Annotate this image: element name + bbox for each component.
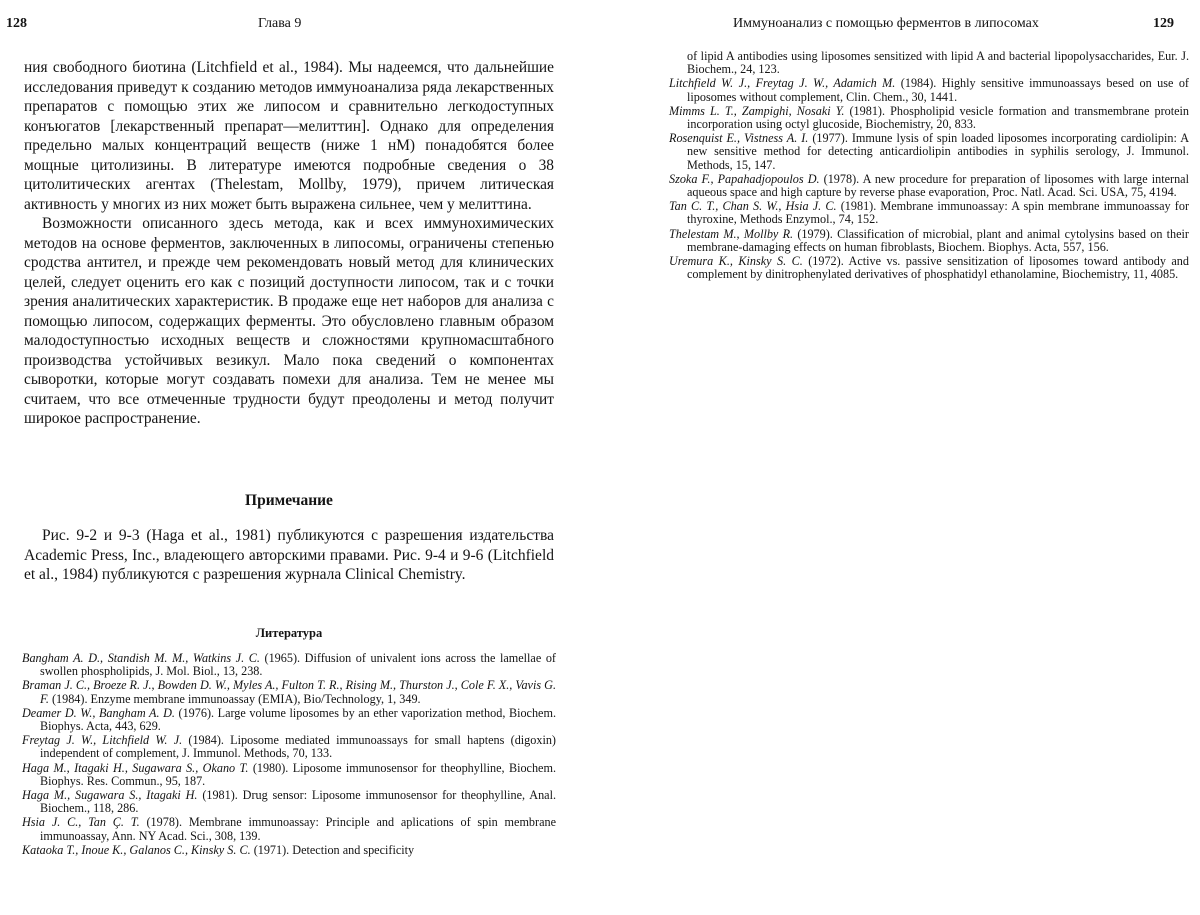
reference-entry: Deamer D. W., Bangham A. D. (1976). Large volume liposomes by an ether vaporization method, Biochem. Biophys. Acta, 443, 629. [22, 705, 556, 734]
note-body [24, 526, 554, 585]
left-page [0, 0, 580, 915]
reference-entry: Freytag J. W., Litchfield W. J. (1984). Liposome mediated immunoassays for small haptens (digoxin) independent of complement, J. Immunol. Methods, 70, 133. [22, 733, 556, 761]
literature-heading: Литература [255, 626, 323, 640]
reference-entry: Uremura K., Kinsky S. C. (1972). Active vs. passive sensitization of liposomes toward antibody and complement by dinitrophenylated derivatives of phosphatidyl ethanolamine, Biochemistry, 11, 4085. [669, 254, 1189, 282]
reference-entry: Thelestam M., Mollby R. (1979). Classification of microbial, plant and animal cytolysins based on their membrane-damaging effects on human fibroblasts, Biochem. Biophys. Acta, 557, 156. [669, 226, 1189, 254]
right-page [605, 0, 1200, 915]
reference-entry: Bangham A. D., Standish M. M., Watkins J. C. (1965). Diffusion of univalent ions across the lamellae of swollen phospholipids, J. Mol. Biol., 13, 238. [22, 651, 556, 679]
reference-entry: Haga M., Sugawara S., Itagaki H. (1981). Drug sensor: Liposome immunosensor for theophylline, Anal. Biochem., 118, 286. [22, 788, 557, 816]
body-text [24, 58, 554, 429]
reference-entry: Kataoka T., Inoue K., Galanos C., Kinsky S. C. (1971). Detection and specificity [22, 842, 415, 857]
references-list-left [22, 652, 556, 858]
running-head-left: Глава 9 [258, 16, 302, 31]
note-heading: Примечание [245, 492, 333, 509]
page-number-left: 128 [6, 16, 27, 31]
reference-continuation: of lipid A antibodies using liposomes sensitized with lipid A and bacterial lipopolysaccharides, Eur. J. Biochem., 24, 123. [687, 49, 1189, 77]
references-list-right [669, 50, 1189, 282]
reference-entry: Hsia J. C., Tan Ç. T. (1978). Membrane immunoassay: Principle and aplications of spin membrane immunoassay, Ann. NY Acad. Sci., 308, 139. [22, 815, 556, 843]
note-text: Рис. 9-2 и 9-3 (Haga et al., 1981) публикуются с разрешения издательства Academic Press, Inc., владеющего авторскими правами. Рис. 9-4 и 9-6 (Litchfield et al., 1984) публикуются с разрешения журнала Clinical Chemistry. [24, 527, 554, 583]
reference-entry: Haga M., Itagaki H., Sugawara S., Okano T. (1980). Liposome immunosensor for theophylline, Biochem. Biophys. Res. Commun., 95, 187. [22, 760, 556, 788]
paragraph-1: ния свободного биотина (Litchfield et al., 1984). Мы надеемся, что дальнейшие исследования приведут к созданию методов иммуноанализа ряда лекарственных препаратов с помощью этих же липосом и сравнительно легкодоступных конъюгатов [лекарственный препарат—мелиттин]. Однако для определения предельно малых концентраций веществ (ниже 1 нМ) понадобятся более мощные цитолизины. В литературе имеются подробные сведения о 38 цитолитических агентах (Thelestam, Mollby, 1979), причем литическая активность у многих из них может быть выражена сильнее, чем у мелиттина. [24, 59, 554, 213]
reference-entry: Rosenquist E., Vistness A. I. (1977). Immune lysis of spin loaded liposomes incorporating cardiolipin: A new sensitive method for detecting anticardiolipin antibodies in syphilis serology, J. Immunol. Methods, 15, 147. [669, 131, 1189, 172]
running-head-right: Иммуноанализ с помощью ферментов в липосомах [733, 16, 1039, 31]
reference-entry: Mimms L. T., Zampighi, Nosaki Y. (1981). Phospholipid vesicle formation and transmembrane protein incorporation using octyl glucoside, Biochemistry, 20, 833. [669, 103, 1190, 132]
reference-entry: Tan C. T., Chan S. W., Hsia J. C. (1981). Membrane immunoassay: A spin membrane immunoassay for thyroxine, Methods Enzymol., 74, 152. [669, 199, 1190, 227]
paragraph-2: Возможности описанного здесь метода, как и всех иммунохимических методов на основе ферментов, заключенных в липосомы, ограничены степенью сродства антител, и прежде чем рекомендовать новый метод для клинических целей, следует оценить его как с позиций доступности липосом, так и с точки зрения аналитических характеристик. В продаже еще нет наборов для анализа с помощью липосом, содержащих ферменты. Это обусловлено главным образом малодоступностью исходных веществ и сложностями крупномасштабного производства устойчивых везикул. Мало пока сведений о компонентах сыворотки, которые могут создавать помехи для анализа. Тем не менее мы считаем, что все отмеченные трудности будут преодолены и метод получит широкое распространение. [24, 215, 554, 427]
reference-entry: Litchfield W. J., Freytag J. W., Adamich M. (1984). Highly sensitive immunoassays besed on use of liposomes without complement, Clin. Chem., 30, 1441. [669, 76, 1189, 104]
page-number-right: 129 [1153, 16, 1174, 31]
reference-entry: Braman J. C., Broeze R. J., Bowden D. W., Myles A., Fulton T. R., Rising M., Thurston J., Cole F. X., Vavis G. F. (1984). Enzyme membrane immunoassay (EMIA), Bio/Technology, 1, 349. [22, 678, 556, 706]
reference-entry: Szoka F., Papahadjopoulos D. (1978). A new procedure for preparation of liposomes with large internal aqueous space and high capture by reverse phase evaporation, Proc. Natl. Acad. Sci. USA, 75, 4194. [669, 171, 1189, 200]
